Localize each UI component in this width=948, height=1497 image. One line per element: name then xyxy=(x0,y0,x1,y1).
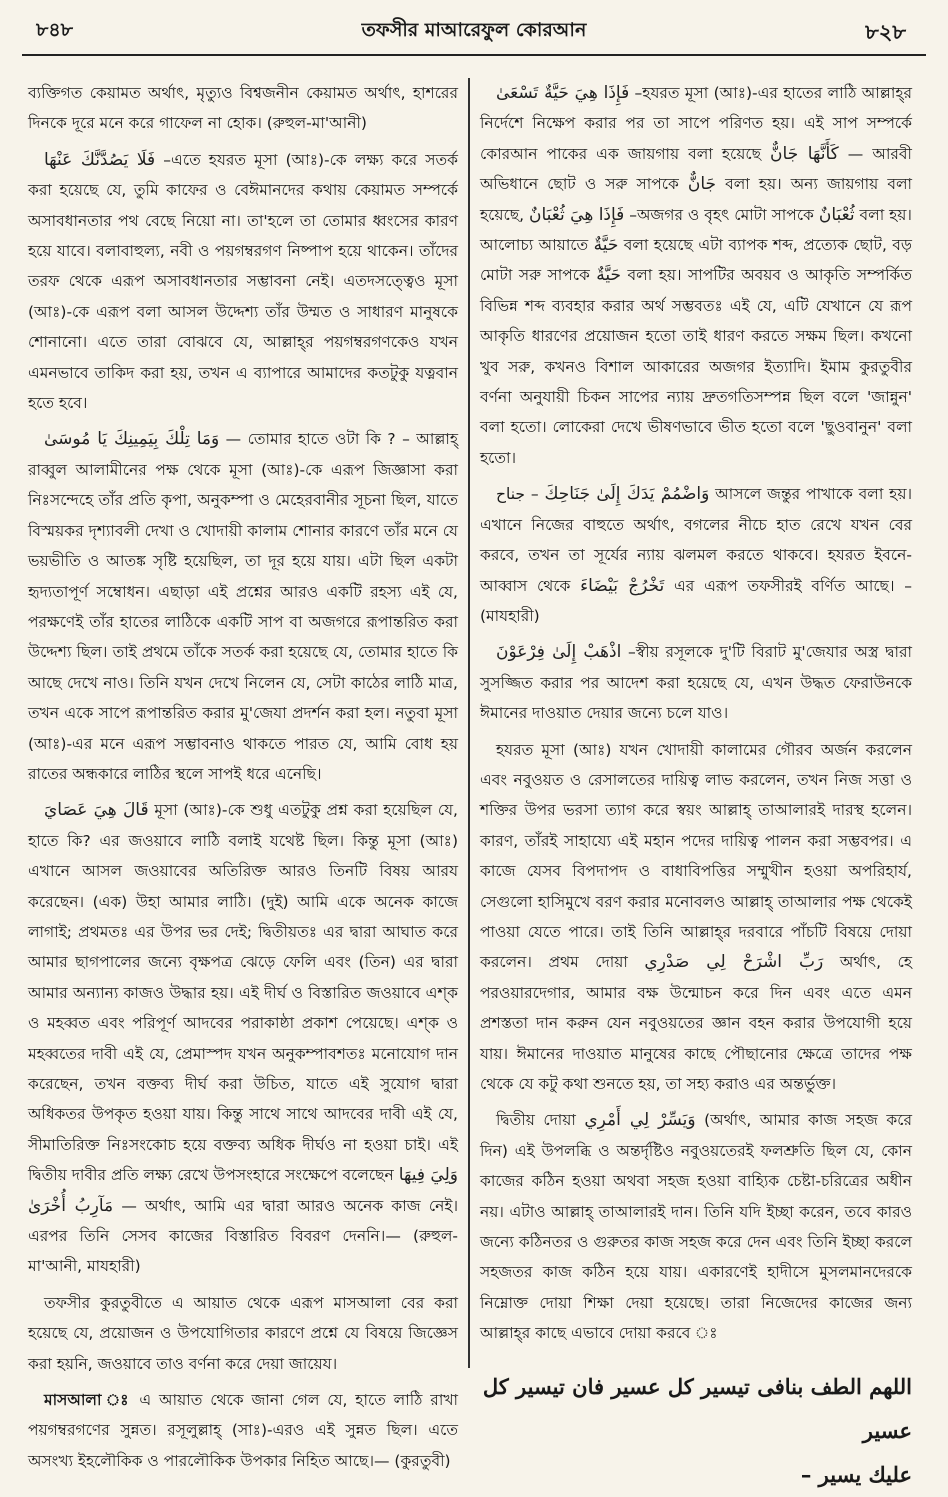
arabic-word: فَإِذَا هِيَ ثُعْبَانٌ xyxy=(529,204,625,225)
page-header xyxy=(22,8,926,56)
paragraph: মাসআলা ঃ এ আয়াত থেকে জানা গেল যে, হাতে লাঠি রাখা পয়গম্বরগণের সুন্নত। রসূলুল্লাহ্‌ (সাঃ)-এরও এই সুন্নত ছিল। এতে অসংখ্য ইহলৌকিক ও পারলৌকিক উপকার নিহিত আছে।— (কুরতুবী) xyxy=(28,1391,458,1470)
right-column xyxy=(480,78,913,1487)
paragraph: وَاضْمُمْ يَدَكَ إِلَىٰ جَنَاحِكَ – جناح আসলে জন্তুর পাখাকে বলা হয়। এখানে নিজের বাহুতে অর্থাৎ, বগলের নীচে হাত রেখে যখন বের করবে, তখন তা সূর্যের ন্যায় ঝলমল করতে থাকবে। হযরত ইবনে-আব্বাস থেকে تَخْرُجْ بَيْضَاءَ এর এরূপ তফসীরই বর্ণিত আছে। –(মাযহারী) xyxy=(480,484,912,625)
paragraph: তফসীর কুরতুবীতে এ আয়াত থেকে এরূপ মাসআলা বের করা হয়েছে যে, প্রয়োজন ও উপযোগিতার কারণে প্রশ্নে যে বিষয়ে জিজ্ঞেস করা হয়নি, জওয়াবে তাও বর্ণনা করে দেয়া জায়েয। xyxy=(28,1293,458,1373)
arabic-verse: قَالَ هِيَ عَصَايَ xyxy=(44,800,149,821)
running-title: তফসীর মাআরেফুল কোরআন xyxy=(361,19,587,41)
masala-label: মাসআলা ঃ xyxy=(44,1391,132,1410)
paragraph: وَمَا تِلْكَ بِيَمِينِكَ يَا مُوسَىٰ — তোমার হাতে ওটা কি ? – আল্লাহ্‌ রাব্বুল আলামীনের পক্ষ থেকে মূসা (আঃ)-কে এরূপ জিজ্ঞাসা করা নিঃসন্দেহে তাঁর প্রতি কৃপা, অনুকম্পা ও মেহেরবানীর সূচনা ছিল, যাতে বিস্ময়কর দৃশ্যাবলী দেখা ও খোদায়ী কালাম শোনার কারণে তাঁর মনে যে ভয়ভীতি ও আতঙ্ক সৃষ্টি হয়েছিল, তা দূর হয়ে যায়। এটা ছিল একটা হৃদ্যতাপূর্ণ সম্বোধন। এছাড়া এই প্রশ্নের আরও একটি রহস্য এই যে, পরক্ষণেই তাঁর হাতের লাঠিকে একটি সাপ বা অজগরে রূপান্তরিত করা উদ্দেশ্য ছিল। তাই প্রথমে তাঁকে সতর্ক করা হয়েছে যে, তোমার হাতে কি আছে দেখে নাও। তিনি যখন দেখে নিলেন যে, সেটা কাঠের লাঠি মাত্র, তখন একে সাপে রূপান্তরিত করার মু'জেযা প্রদর্শন করা হল। নতুবা মূসা (আঃ)-এর মনে এরূপ সম্ভাবনাও থাকতে পারত যে, আমি বোধ হয় রাতের অন্ধকারে লাঠির স্থলে সাপই ধরে এনেছি। xyxy=(28,429,458,783)
paragraph: قَالَ هِيَ عَصَايَ মূসা (আঃ)-কে শুধু এতটুকু প্রশ্ন করা হয়েছিল যে, হাতে কি? এর জওয়াবে লাঠি বলাই যথেষ্ট ছিল। কিন্তু মূসা (আঃ) এখানে আসল জওয়াবের অতিরিক্ত আরও তিনটি বিষয় আরয করেছেন। (এক) উহা আমার লাঠি। (দুই) আমি একে অনেক কাজে লাগাই; প্রথমতঃ এর উপর ভর দেই; দ্বিতীয়তঃ এর দ্বারা আঘাত করে আমার ছাগপালের জন্যে বৃক্ষপত্র ঝেড়ে ফেলি এবং (তিন) এর দ্বারা আমার অন্যান্য কাজও উদ্ধার হয়। এই দীর্ঘ ও বিস্তারিত জওয়াবে এশ্‌ক ও মহব্বত এবং পরিপূর্ণ আদবের পরাকাষ্ঠা প্রকাশ পেয়েছে। এশ্‌ক ও মহব্বতের দাবী এই যে, প্রেমাস্পদ যখন অনুকম্পাবশতঃ মনোযোগ দান করেছেন, তখন বক্তব্য দীর্ঘ করা উচিত, যাতে এই সুযোগ দ্বারা অধিকতর উপকৃত হওয়া যায়। কিন্তু সাথে সাথে আদবের দাবী এই যে, সীমাতিরিক্ত নিঃসংকোচ হয়ে বক্তব্য অধিক দীর্ঘও না হওয়া চাই। এই দ্বিতীয় দাবীর প্রতি লক্ষ্য রেখে উপসংহারে সংক্ষেপে বলেছেন وَلِيَ فِيهَا مَآرِبُ أُخْرَىٰ — অর্থাৎ, আমি এর দ্বারা আরও অনেক কাজ নেই। এরপর তিনি সেসব কাজের বিস্তারিত বিবরণ দেননি।— (রুহুল-মা'আনী, মাযহারী) xyxy=(28,800,458,1276)
dua-line: عليك يسير – xyxy=(800,1461,912,1487)
arabic-word: تَخْرُجْ بَيْضَاءَ xyxy=(580,575,665,596)
arabic-verse: وَلِيَ فِيهَا مَآرِبُ أُخْرَىٰ xyxy=(28,1165,458,1216)
dua-line: اللهم الطف بنافى تيسير كل عسير فان تيسير كل عسير xyxy=(482,1373,912,1443)
paragraph: اذْهَبْ إِلَىٰ فِرْعَوْنَ –স্বীয় রসূলকে দু'টি বিরাট মু'জেযার অস্ত্র দ্বারা সুসজ্জিত করার পর আদেশ করা হয়েছে যে, এখন উদ্ধত ফেরাউনকে ঈমানের দাওয়াত দেয়ার জন্যে চলে যাও। xyxy=(480,642,912,723)
arabic-verse: وَمَا تِلْكَ بِيَمِينِكَ يَا مُوسَىٰ xyxy=(44,429,220,450)
arabic-word: جَانٌّ xyxy=(687,174,717,195)
arabic-verse: وَاضْمُمْ يَدَكَ إِلَىٰ جَنَاحِكَ xyxy=(544,484,710,505)
paragraph: হযরত মূসা (আঃ) যখন খোদায়ী কালামের গৌরব অর্জন করলেন এবং নবুওয়ত ও রেসালতের দায়িত্ব লাভ করলেন, তখন নিজ সত্তা ও শক্তির উপর ভরসা ত্যাগ করে স্বয়ং আল্লাহ্‌ তাআলারই দারস্থ হলেন। কারণ, তাঁরই সাহায্যে এই মহান পদের দায়িত্ব পালন করা সম্ভবপর। এ কাজে যেসব বিপদাপদ ও বাধাবিপত্তির সম্মুখীন হওয়া অপরিহার্য, সেগুলো হাসিমুখে বরণ করার মনোবলও আল্লাহ্‌ তাআলার পক্ষ থেকেই পাওয়া যেতে পারে। তাই তিনি আল্লাহ্‌র দরবারে পাঁচটি বিষয়ে দোয়া করলেন। প্রথম দোয়া رَبِّ اشْرَحْ لِي صَدْرِي অর্থাৎ, হে পরওয়ারদেগার, আমার বক্ষ উন্মোচন করে দিন এবং এতে এমন প্রশস্ততা দান করুন যেন নবুওয়তের জ্ঞান বহন করার উপযোগী হয়ে যায়। ঈমানের দাওয়াত মানুষের কাছে পৌছানোর ক্ষেত্রে তাদের পক্ষ থেকে যে কটু কথা শুনতে হয়, তা সহ্য করাও এর অন্তর্ভুক্ত। xyxy=(480,740,912,1093)
arabic-verse: رَبِّ اشْرَحْ لِي صَدْرِي xyxy=(644,952,824,973)
arabic-verse: اذْهَبْ إِلَىٰ فِرْعَوْنَ xyxy=(496,642,622,663)
arabic-word: كَأَنَّهَا جَانٌّ xyxy=(770,143,839,164)
arabic-verse: وَيَسِّرْ لِي أَمْرِي xyxy=(584,1110,696,1131)
arabic-dua xyxy=(480,1365,912,1497)
page-number-left: ৮৪৮ xyxy=(36,19,73,41)
page-number-right: ৮২৮ xyxy=(865,20,906,44)
arabic-verse: فَلَا يَصُدَّنَّكَ عَنْهَا xyxy=(44,149,156,170)
arabic-word: حَيَّةٌ xyxy=(593,235,619,256)
paragraph: فَلَا يَصُدَّنَّكَ عَنْهَا –এতে হযরত মূসা (আঃ)-কে লক্ষ্য করে সতর্ক করা হয়েছে যে, তুমি কাফের ও বেঈমানদের কথায় কেয়ামত সম্পর্কে অসাবধানতার পথ বেছে নিয়ো না। তা'হলে তা তোমার ধ্বংসের কারণ হয়ে যাবে। বলাবাহুল্য, নবী ও পয়গম্বরগণ নিষ্পাপ হয়ে থাকেন। তাঁদের তরফ থেকে এরূপ অসাবধানতার সম্ভাবনা নেই। এতদসত্ত্বেও মূসা (আঃ)-কে এরূপ বলা আসল উদ্দেশ্য তাঁর উম্মত ও সাধারণ মানুষকে শোনানো। এতে তারা বোঝবে যে, আল্লাহ্‌র পয়গম্বরগণকেও যখন এমনভাবে তাকিদ করা হয়, তখন এ ব্যাপারে আমাদের কতটুকু যত্নবান হতে হবে। xyxy=(28,149,458,413)
paragraph: ব্যক্তিগত কেয়ামত অর্থাৎ, মৃত্যুও বিশ্বজনীন কেয়ামত অর্থাৎ, হাশরের দিনকে দূরে মনে করে গাফেল না হোক। (রুহুল-মা'আনী) xyxy=(28,84,458,133)
paragraph: فَإِذَا هِيَ حَيَّةٌ تَسْعَىٰ –হযরত মূসা (আঃ)-এর হাতের লাঠি আল্লাহ্‌র নির্দেশে নিক্ষেপ করার পর তা সাপে পরিণত হয়। এই সাপ সম্পর্কে কোরআন পাকের এক জায়গায় বলা হয়েছে كَأَنَّهَا جَانٌّ — আরবী অভিধানে ছোট ও সরু সাপকে جَانٌّ বলা হয়। অন্য জায়গায় বলা হয়েছে, فَإِذَا هِيَ ثُعْبَانٌ –অজগর ও বৃহৎ মোটা সাপকে ثُعْبَانٌ বলা হয়। আলোচ্য আয়াতে حَيَّةٌ বলা হয়েছে এটা ব্যাপক শব্দ, প্রত্যেক ছোট, বড় মোটা সরু সাপকে حَيَّةٌ বলা হয়। সাপটির অবয়ব ও আকৃতি সম্পর্কিত বিভিন্ন শব্দ ব্যবহার করার অর্থ সম্ভবতঃ এই যে, এটি যেখানে যে রূপ আকৃতি ধারণের প্রয়োজন হতো তাই ধারণ করতে সক্ষম ছিল। কখনো খুব সরু, কখনও বিশাল আকারের অজগর ইত্যাদি। ইমাম কুরতুবীর বর্ণনা অনুযায়ী চিকন সাপের ন্যায় দ্রুতগতিসম্পন্ন ছিল বলে 'জান্নুন' বলা হতো। লোকেরা দেখে ভীষণভাবে ভীত হতো বলে 'ছুওবানুন' বলা হতো। xyxy=(480,83,913,467)
left-column xyxy=(28,78,458,1470)
arabic-word: ثُعْبَانٌ xyxy=(818,204,855,225)
paragraph: দ্বিতীয় দোয়া وَيَسِّرْ لِي أَمْرِي (অর্থাৎ, আমার কাজ সহজ করে দিন) এই উপলব্ধি ও অন্তর্দৃষ্টিও নবুওয়তেরই ফলশ্রুতি ছিল যে, কোন কাজের কঠিন হওয়া অথবা সহজ হওয়া বাহ্যিক চেষ্টা-চরিত্রের অধীন নয়। এটাও আল্লাহ্‌ তাআলারই দান। তিনি যদি ইচ্ছা করেন, তবে কারও জন্যে কঠিনতর ও গুরুতর কাজ সহজ করে দেন এবং তিনি ইচ্ছা করলে সহজতর কাজ কঠিন হয়ে যায়। একারণেই হাদীসে মুসলমানদেরকে নিম্নোক্ত দোয়া শিক্ষা দেয়া হয়েছে। তারা নিজেদের কাজের জন্য আল্লাহ্‌র কাছে এভাবে দোয়া করবে ঃ xyxy=(480,1110,912,1343)
arabic-word: حَيَّةٌ xyxy=(596,265,622,286)
column-divider xyxy=(468,78,470,1368)
arabic-verse: فَإِذَا هِيَ حَيَّةٌ تَسْعَىٰ xyxy=(496,83,630,103)
